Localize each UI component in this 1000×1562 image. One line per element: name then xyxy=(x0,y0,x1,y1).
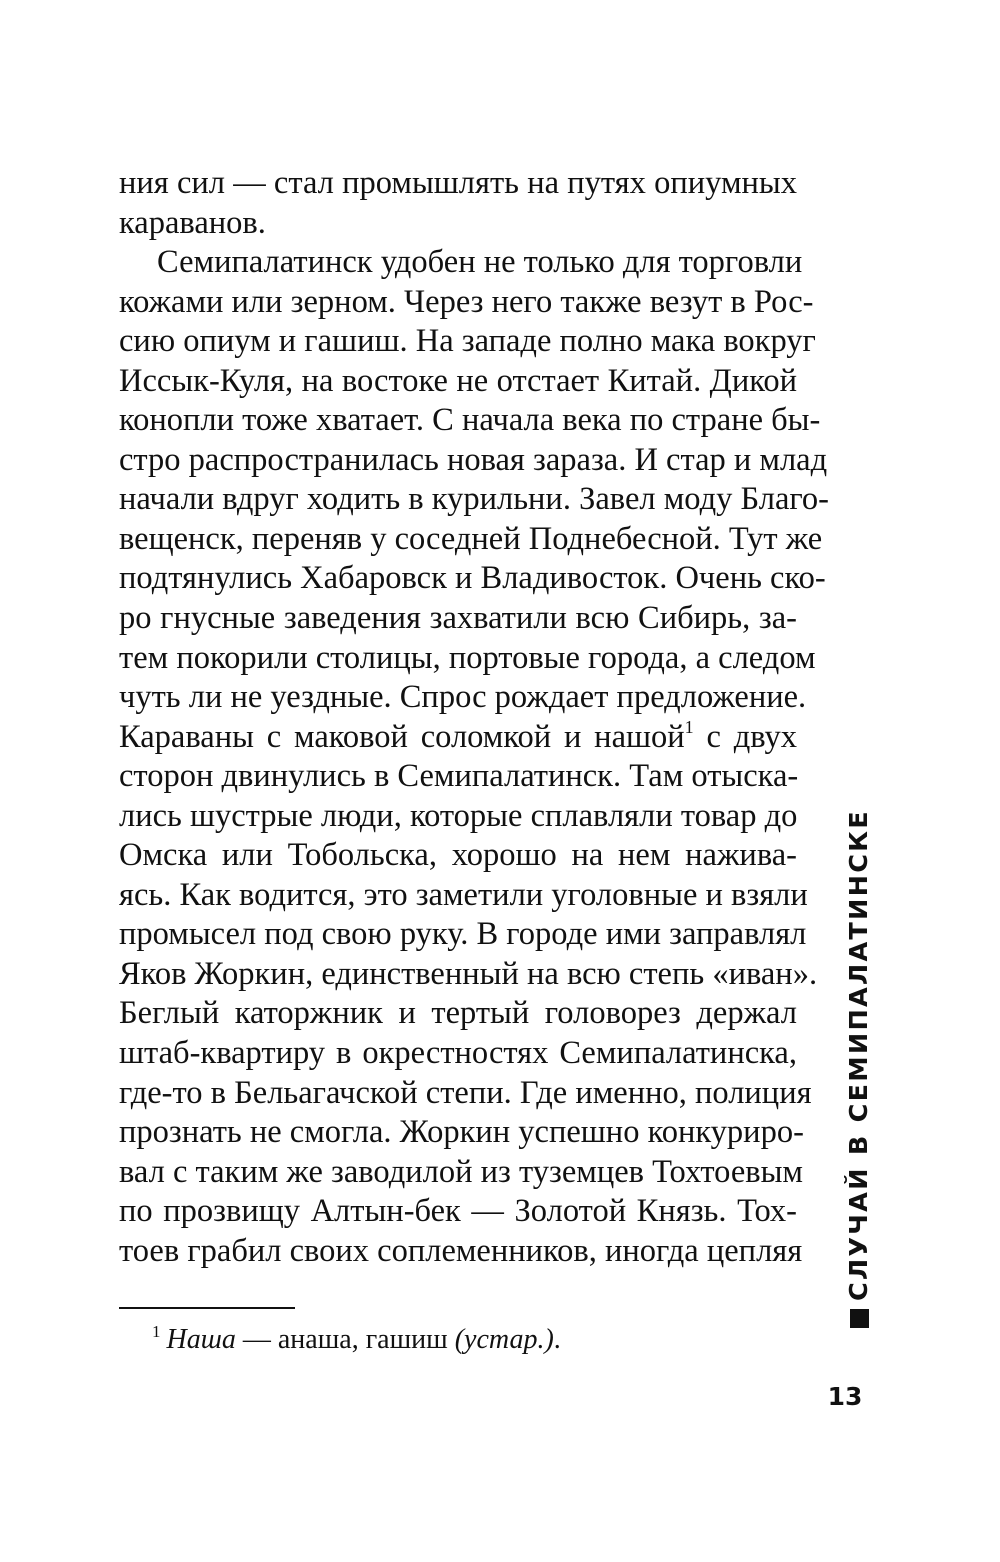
text-line: прознать не смогла. Жоркин успешно конкуриро- xyxy=(119,1114,804,1151)
footnote-note: (устар.) xyxy=(454,1324,554,1355)
text-line: промысел под свою руку. В городе ими заправлял xyxy=(119,916,807,953)
footnote-end: . xyxy=(553,1324,561,1355)
footnote-divider xyxy=(119,1307,295,1309)
text-line: сторон двинулись в Семипалатинск. Там отыска- xyxy=(119,758,799,795)
text-line: Омска или Тобольска, хорошо на нем нажива- xyxy=(119,837,797,874)
footnote xyxy=(152,1322,561,1358)
text-segment: Караваны с маковой соломкой и нашой xyxy=(119,718,685,755)
text-line: тем покорили столицы, портовые города, а следом xyxy=(119,639,816,676)
text-line: ро гнусные заведения захватили всю Сибирь, за- xyxy=(119,600,797,637)
text-line: по прозвищу Алтын-бек — Золотой Князь. Тох- xyxy=(119,1193,797,1230)
footnote-number: 1 xyxy=(152,1322,161,1341)
square-bullet-icon xyxy=(850,1309,869,1328)
text-line: штаб-квартиру в окрестностях Семипалатинска, xyxy=(119,1035,797,1072)
text-line: ясь. Как водится, это заметили уголовные и взяли xyxy=(119,876,808,913)
text-line: Семипалатинск удобен не только для торговли xyxy=(157,244,803,281)
text-line: кожами или зерном. Через него также везут в Рос- xyxy=(119,283,814,320)
text-line: вал с таким же заводилой из туземцев Тохтоевым xyxy=(119,1153,803,1190)
main-text xyxy=(119,164,829,1271)
text-line: начали вдруг ходить в курильни. Завел моду Благо- xyxy=(119,481,829,518)
footnote-definition: — анаша, гашиш xyxy=(235,1324,455,1355)
text-line: где-то в Бельагачской степи. Где именно, полиция xyxy=(119,1074,812,1111)
text-line: конопли тоже хватает. С начала века по стране бы- xyxy=(119,402,821,439)
text-line: караванов. xyxy=(119,204,266,241)
running-head-title: СЛУЧАЙ В СЕМИПАЛАТИНСКЕ xyxy=(844,809,873,1301)
text-line: стро распространилась новая зараза. И стар и млад xyxy=(119,441,828,478)
text-line-with-footnote xyxy=(119,718,797,758)
text-line: Иссык-Куля, на востоке не отстает Китай. Дикой xyxy=(119,362,797,399)
text-line: подтянулись Хабаровск и Владивосток. Очень ско- xyxy=(119,560,826,597)
text-line: тоев грабил своих соплеменников, иногда цепляя xyxy=(119,1232,803,1269)
text-line: вещенск, переняв у соседней Поднебесной. Тут же xyxy=(119,520,823,557)
footnote-marker[interactable]: 1 xyxy=(684,716,694,737)
running-head-content xyxy=(844,809,873,1328)
page-number: 13 xyxy=(827,1382,863,1411)
text-line: ния сил — стал промышлять на путях опиумных xyxy=(119,165,797,201)
text-line: чуть ли не уездные. Спрос рождает предложение. xyxy=(119,679,807,716)
footnote-term: Наша xyxy=(166,1324,236,1355)
text-line: Яков Жоркин, единственный на всю степь «иван». xyxy=(119,955,818,992)
text-line: лись шустрые люди, которые сплавляли товар до xyxy=(119,797,798,834)
text-line: Беглый каторжник и тертый головорез держал xyxy=(119,995,797,1032)
text-line: сию опиум и гашиш. На западе полно мака вокруг xyxy=(119,323,816,360)
text-segment: с двух xyxy=(706,718,798,755)
